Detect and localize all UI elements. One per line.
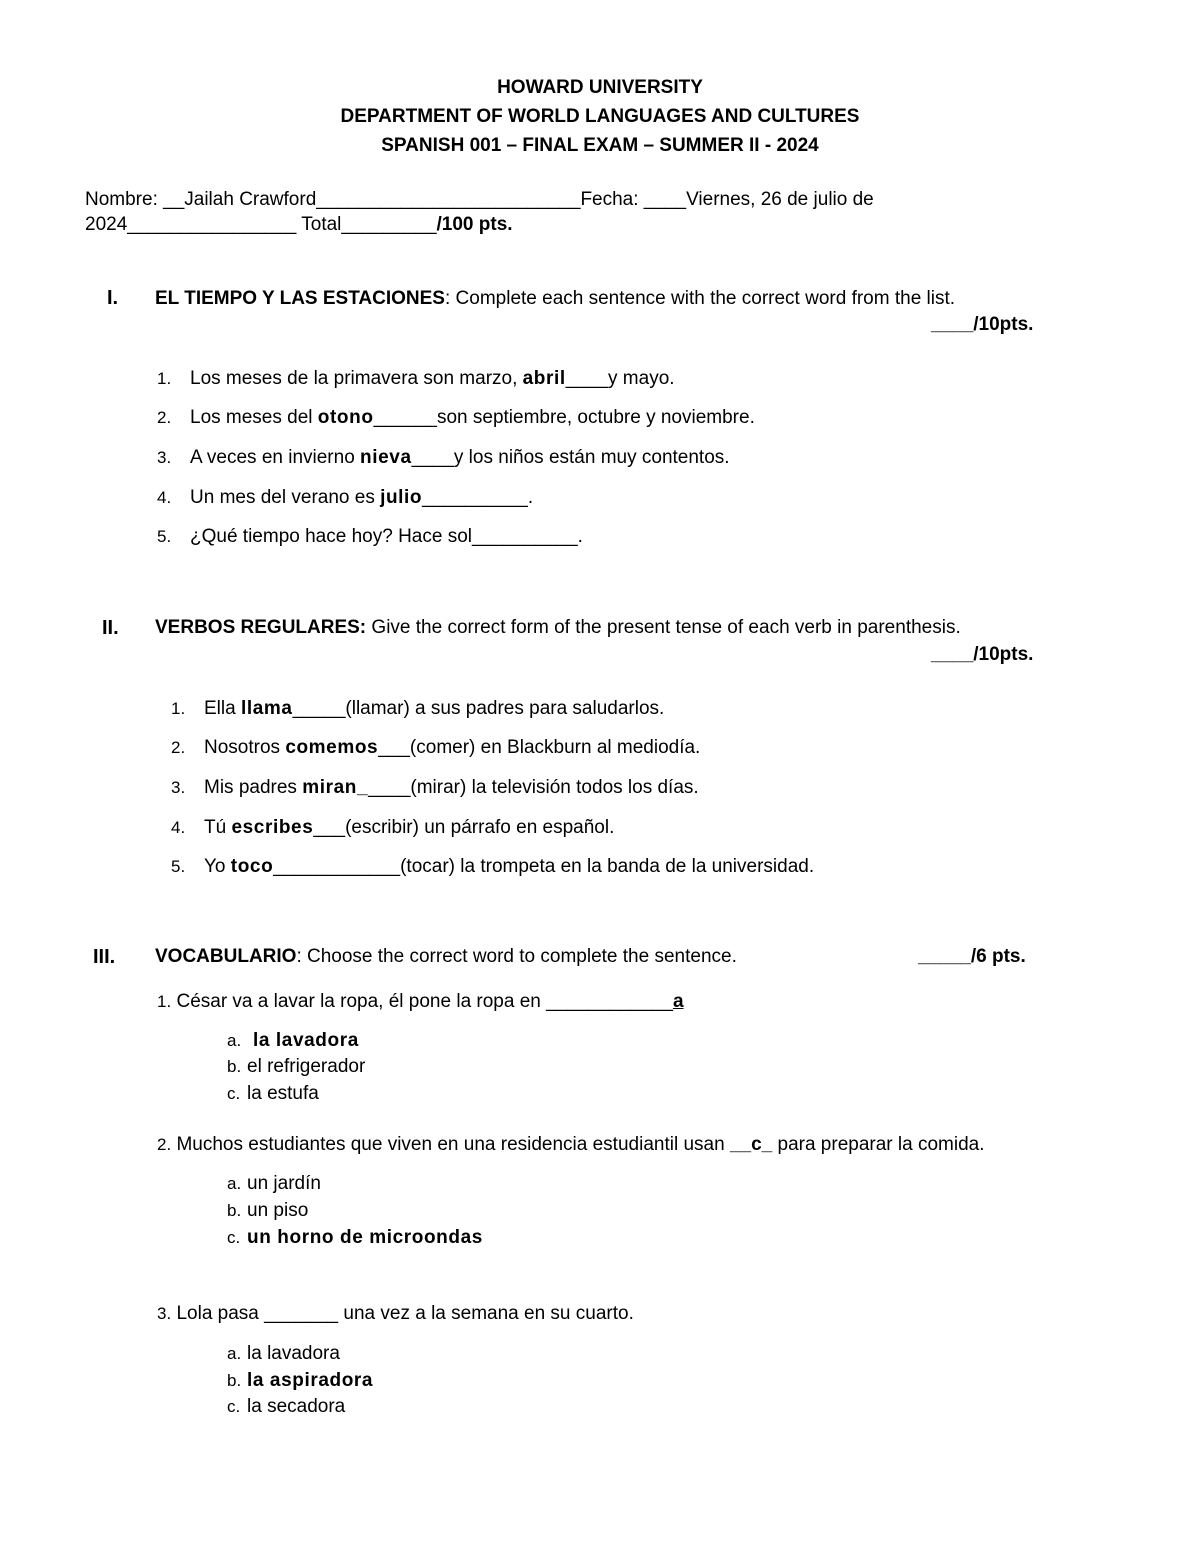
section-2-item: 5. Yo toco____________(tocar) la trompeta en la banda de la universidad.: [171, 856, 815, 877]
vocab-question-3: 3. Lola pasa _______ una vez a la semana en su cuarto.: [157, 1303, 634, 1324]
section-3-numeral: III.: [93, 946, 116, 968]
section-2-item: 3. Mis padres miran_____(mirar) la televisión todos los días.: [171, 777, 699, 798]
section-2-title: VERBOS REGULARES:: [155, 617, 367, 638]
student-info-line2: [85, 214, 513, 236]
section-2-points: ____/10pts.: [931, 644, 1034, 665]
section-2-item: 1. Ella llama_____(llamar) a sus padres para saludarlos.: [171, 698, 665, 719]
section-2-instruction: Give the correct form of the present tense of each verb in parenthesis.: [366, 617, 961, 638]
option: c. la secadora: [227, 1396, 346, 1417]
option: a. un jardín: [227, 1173, 321, 1194]
option: c. un horno de microondas: [227, 1227, 483, 1248]
exam-title: SPANISH 001 – FINAL EXAM – SUMMER II - 2024: [381, 135, 819, 156]
section-1-item: 3. A veces en invierno nieva____y los niños están muy contentos.: [157, 447, 730, 468]
section-1-numeral: I.: [107, 287, 119, 309]
option: b. la aspiradora: [227, 1370, 374, 1391]
section-1-item: 2. Los meses del otono______son septiembre, octubre y noviembre.: [157, 407, 755, 428]
student-info-line1: Nombre: __Jailah Crawford_________________________Fecha: ____Viernes, 26 de julio de: [85, 189, 874, 210]
section-2-numeral: II.: [102, 617, 119, 639]
vocab-question-2: 2. Muchos estudiantes que viven en una residencia estudiantil usan __c_ para preparar la comida.: [157, 1134, 985, 1155]
vocab-question-1: 1. César va a lavar la ropa, él pone la ropa en ____________a: [157, 991, 684, 1012]
total-label: 2024________________ Total_________: [85, 214, 437, 235]
option: b. un piso: [227, 1200, 309, 1221]
section-1-item: 5. ¿Qué tiempo hace hoy? Hace sol__________.: [157, 526, 583, 547]
section-3-title: VOCABULARIO: [155, 946, 297, 967]
option: b. el refrigerador: [227, 1056, 366, 1077]
section-1-heading: [155, 288, 955, 310]
section-3-points: _____/6 pts.: [918, 946, 1026, 967]
section-2-item: 2. Nosotros comemos___(comer) en Blackburn al mediodía.: [171, 737, 701, 758]
section-1-item: 1. Los meses de la primavera son marzo, abril____y mayo.: [157, 368, 675, 389]
university-name: HOWARD UNIVERSITY: [497, 77, 703, 98]
section-1-points: ____/10pts.: [931, 314, 1034, 335]
section-1-instruction: : Complete each sentence with the correct word from the list.: [444, 288, 956, 309]
total-points: /100 pts.: [436, 214, 513, 235]
section-2-heading: [155, 617, 961, 639]
section-2-item: 4. Tú escribes___(escribir) un párrafo en español.: [171, 817, 615, 838]
option: a. la lavadora: [227, 1343, 340, 1364]
option: a. la lavadora: [227, 1030, 359, 1051]
section-1-title: EL TIEMPO Y LAS ESTACIONES: [155, 288, 445, 309]
section-3-instruction: : Choose the correct word to complete the sentence.: [296, 946, 737, 967]
section-3-heading: [155, 946, 737, 968]
department-name: DEPARTMENT OF WORLD LANGUAGES AND CULTURES: [340, 106, 860, 127]
option: c. la estufa: [227, 1083, 319, 1104]
section-1-item: 4. Un mes del verano es julio__________.: [157, 487, 534, 508]
